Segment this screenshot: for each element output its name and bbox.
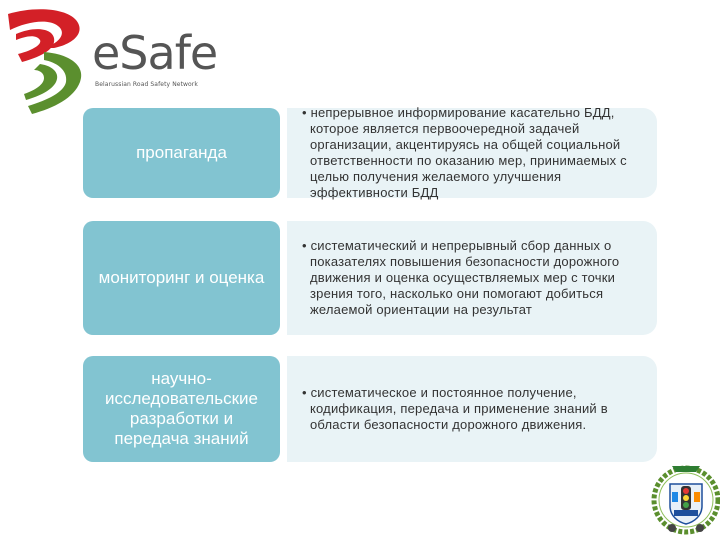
description-box: [287, 105, 657, 200]
traffic-safety-emblem-icon: [650, 458, 720, 540]
description-item: • систематический и непрерывный сбор данных о показателях повышения безопасности дорожного движения и оценка осуществляемых мер с точки зрения того, насколько они помогают добиться желаемой ориентации на результат: [302, 238, 649, 318]
category-box: мониторинг и оценка: [83, 221, 280, 335]
row-research: [83, 356, 657, 462]
description-box: [287, 221, 657, 335]
description-list: [292, 105, 649, 201]
esafe-logo-mark-icon: [4, 4, 90, 116]
description-list: [292, 238, 649, 318]
row-propaganda: [83, 105, 657, 200]
description-item: • непрерывное информирование касательно БДД, которое является первоочередной задачей организации, акцентируясь на общей социальной ответственности по оказанию мер, принимаемых с целью получения желаемого улучшения эффективности БДД: [302, 105, 649, 201]
description-item: • систематическое и постоянное получение, кодификация, передача и применение знаний в области безопасности дорожного движения.: [302, 385, 649, 433]
description-list: [292, 385, 649, 433]
logo-title: eSafe: [92, 26, 218, 80]
logo-subtitle: Belarussian Road Safety Network: [95, 81, 198, 88]
category-box: пропаганда: [83, 108, 280, 198]
description-box: [287, 356, 657, 462]
row-monitoring: [83, 221, 657, 335]
category-box: научно-исследовательские разработки и передача знаний: [83, 356, 280, 462]
